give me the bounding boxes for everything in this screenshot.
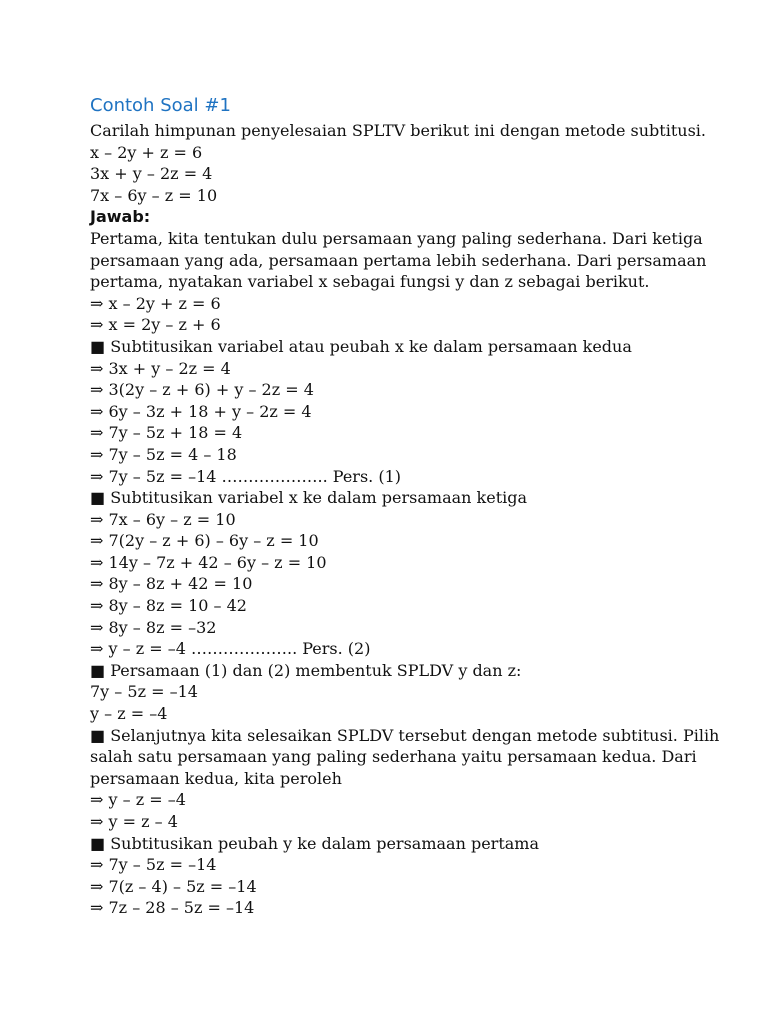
step-line: ⇒ 7(2y – z + 6) – 6y – z = 10 [90,531,319,551]
step-line: ⇒ 14y – 7z + 42 – 6y – z = 10 [90,552,327,572]
step-line: ⇒ x – 2y + z = 6 [90,293,221,313]
question-text: Carilah himpunan penyelesaian SPLTV berikut ini dengan metode subtitusi. [90,121,706,140]
section-heading: ■ Subtitusikan variabel atau peubah x ke dalam persamaan kedua [90,336,632,356]
equation-2: 3x + y – 2z = 4 [90,164,213,184]
step-line: ⇒ 7y – 5z = –14 [90,855,217,875]
equation-3: 7x – 6y – z = 10 [90,185,218,205]
page-title: Contoh Soal #1 [90,95,231,116]
step-line: ⇒ 7y – 5z + 18 = 4 [90,423,243,443]
step-line: ⇒ x = 2y – z + 6 [90,315,221,335]
next-paragraph: ■ Selanjutnya kita selesaikan SPLDV tersebut dengan metode subtitusi. Pilih salah satu persamaan yang paling sederhana yaitu persamaan kedua. Dari persamaan kedua, kita peroleh [90,725,720,788]
step-line: ⇒ 7y – 5z = –14 ……………….. Pers. (1) [90,466,401,486]
step-line: ⇒ 7(z – 4) – 5z = –14 [90,876,257,896]
step-line: ⇒ y – z = –4 ……………….. Pers. (2) [90,639,371,659]
step-line: ⇒ 7y – 5z = 4 – 18 [90,444,237,464]
spldv-equation: y – z = –4 [90,704,168,724]
step-line: ⇒ 7z – 28 – 5z = –14 [90,898,255,918]
step-line: ⇒ 8y – 8z = –32 [90,617,217,637]
section-heading: ■ Subtitusikan variabel x ke dalam persamaan ketiga [90,488,528,508]
step-line: ⇒ 7x – 6y – z = 10 [90,509,236,529]
step-line: ⇒ 6y – 3z + 18 + y – 2z = 4 [90,401,312,421]
intro-paragraph: Pertama, kita tentukan dulu persamaan yang paling sederhana. Dari ketiga persamaan yang ada, persamaan pertama lebih sederhana. Dari persamaan pertama, nyatakan variabel x sebagai fungsi y dan z sebagai berikut. [90,228,707,292]
section-heading: ■ Persamaan (1) dan (2) membentuk SPLDV y dan z: [90,660,522,680]
step-line: ⇒ 8y – 8z = 10 – 42 [90,596,247,616]
step-line: ⇒ y – z = –4 [90,790,186,810]
section-heading: ■ Subtitusikan peubah y ke dalam persamaan pertama [90,833,539,853]
document-page [90,93,730,919]
step-line: ⇒ y = z – 4 [90,812,178,831]
equation-1: x – 2y + z = 6 [90,142,203,162]
step-line: ⇒ 8y – 8z + 42 = 10 [90,574,253,594]
spldv-equation: 7y – 5z = –14 [90,682,198,702]
step-line: ⇒ 3(2y – z + 6) + y – 2z = 4 [90,380,314,400]
answer-label: Jawab: [90,207,151,227]
step-line: ⇒ 3x + y – 2z = 4 [90,358,231,378]
